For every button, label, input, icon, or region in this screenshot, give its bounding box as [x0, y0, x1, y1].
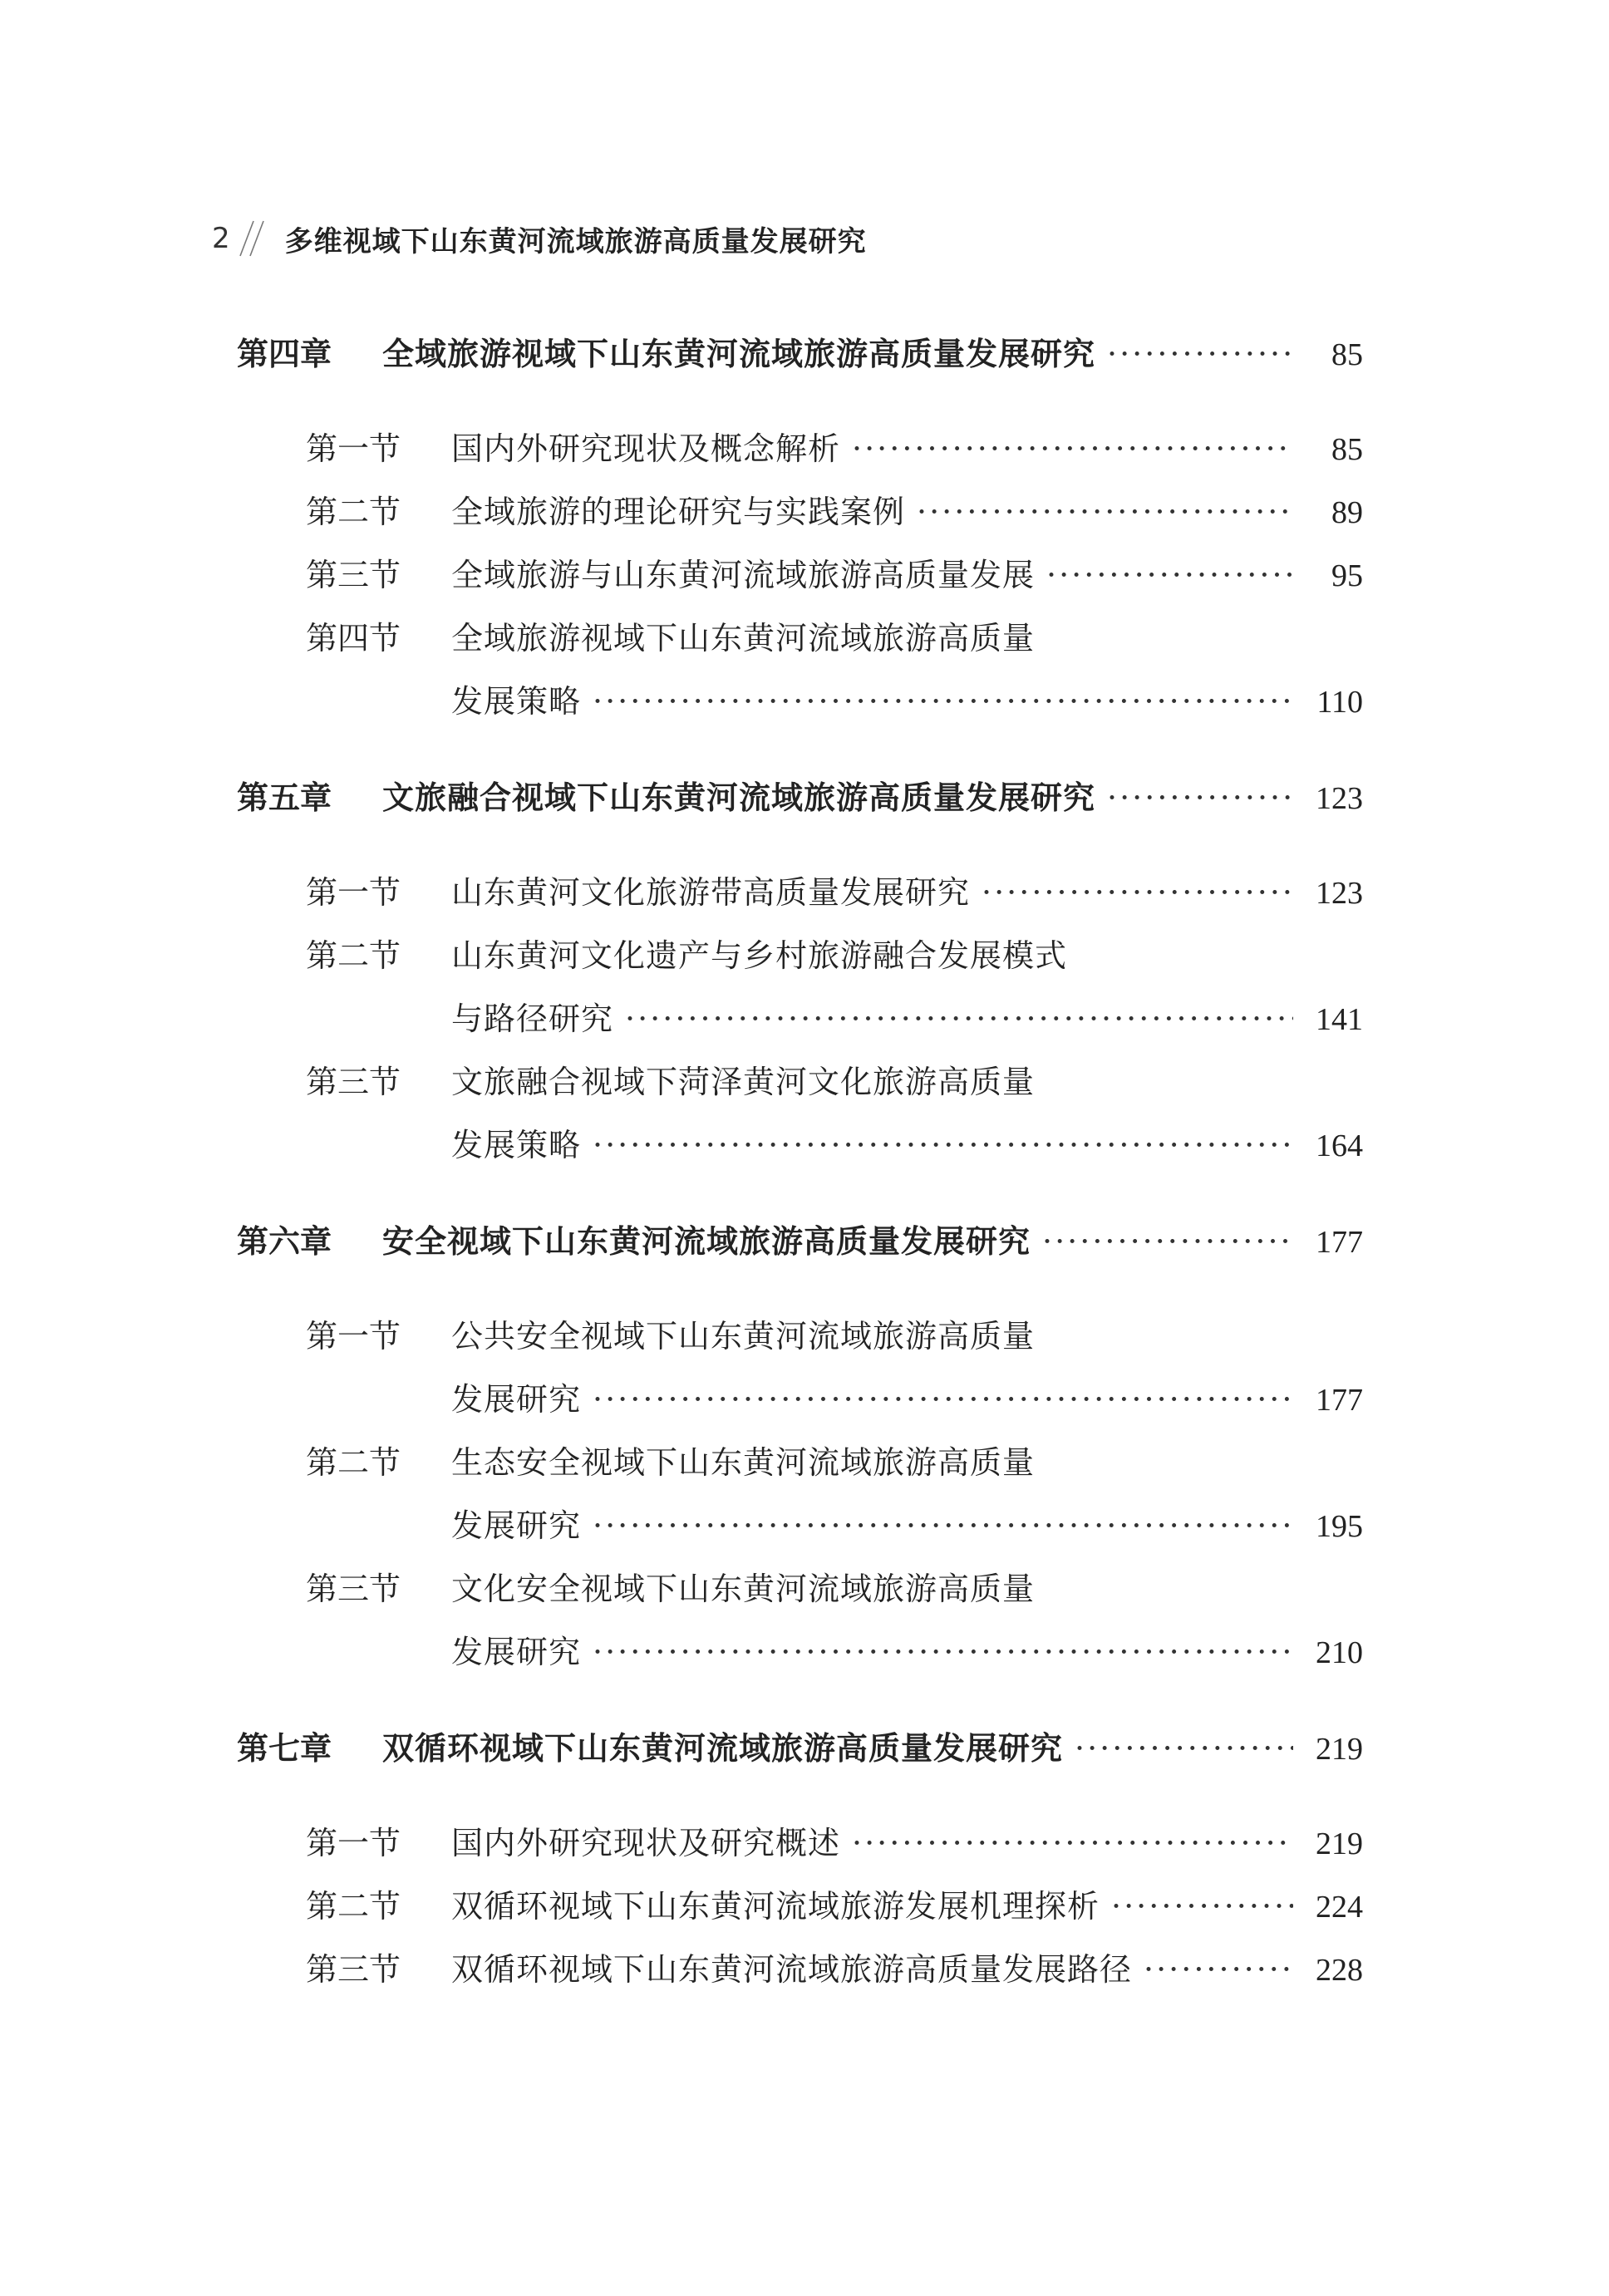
section-number: 第三节: [306, 1951, 401, 1988]
page-reference: 219: [1316, 1826, 1363, 1861]
page-reference: 89: [1331, 495, 1363, 530]
chapter-number: 第五章: [237, 779, 332, 816]
page-reference: 210: [1316, 1635, 1363, 1670]
dot-leader: [593, 1507, 1293, 1544]
section-title: 双循环视域下山东黄河流域旅游高质量发展路径: [451, 1951, 1133, 1988]
toc-section-entry[interactable]: [237, 1310, 1363, 1374]
spacer: [237, 393, 1363, 423]
page-reference: 228: [1316, 1953, 1363, 1988]
section-number: 第二节: [306, 494, 401, 530]
section-title: 山东黄河文化遗产与乡村旅游融合发展模式: [451, 937, 1068, 974]
section-title: 全域旅游与山东黄河流域旅游高质量发展: [451, 557, 1036, 593]
section-number: 第二节: [306, 937, 401, 974]
page-reference: 123: [1316, 781, 1363, 816]
running-header: [212, 218, 867, 259]
toc-chapter-entry[interactable]: [237, 328, 1363, 393]
page-reference: 177: [1316, 1225, 1363, 1260]
toc-entry-continuation[interactable]: [237, 676, 1363, 739]
toc-section-entry[interactable]: [237, 1056, 1363, 1119]
section-title: 国内外研究现状及研究概述: [451, 1825, 841, 1861]
toc-entry-continuation[interactable]: [237, 1374, 1363, 1437]
dot-leader: [593, 1381, 1293, 1418]
section-number: 第一节: [306, 1318, 401, 1354]
toc-entry-continuation[interactable]: [237, 1119, 1363, 1182]
spacer: [237, 1182, 1363, 1216]
dot-leader: [625, 1001, 1293, 1037]
section-number: 第一节: [306, 1825, 401, 1861]
page-reference: 177: [1316, 1383, 1363, 1418]
section-title: 生态安全视域下山东黄河流域旅游高质量: [451, 1444, 1036, 1481]
section-number: 第二节: [306, 1444, 401, 1481]
section-title: 发展研究: [451, 1634, 582, 1670]
dot-leader: [1111, 1888, 1293, 1925]
spacer: [237, 1281, 1363, 1310]
dot-leader: [593, 683, 1293, 720]
page-number: 2: [212, 222, 230, 255]
section-number: 第一节: [306, 874, 401, 911]
section-title: 国内外研究现状及概念解析: [451, 430, 841, 467]
toc-section-entry[interactable]: [237, 1817, 1363, 1881]
toc-section-entry[interactable]: [237, 930, 1363, 993]
page-reference: 195: [1316, 1509, 1363, 1544]
toc-entry-continuation[interactable]: [237, 1500, 1363, 1563]
dot-leader: [1075, 1730, 1293, 1767]
toc-entry-continuation[interactable]: [237, 1626, 1363, 1689]
page-reference: 95: [1331, 558, 1363, 593]
section-number: 第三节: [306, 557, 401, 593]
section-number: 第二节: [306, 1888, 401, 1925]
section-title: 山东黄河文化旅游带高质量发展研究: [451, 874, 971, 911]
spacer: [237, 1689, 1363, 1723]
chapter-number: 第四章: [237, 336, 332, 372]
section-number: 第四节: [306, 620, 401, 656]
double-slash-icon: [237, 219, 267, 258]
dot-leader: [852, 1825, 1293, 1861]
chapter-number: 第六章: [237, 1223, 332, 1260]
section-title: 全域旅游的理论研究与实践案例: [451, 494, 906, 530]
table-of-contents: [237, 328, 1363, 2007]
toc-section-entry[interactable]: [237, 423, 1363, 486]
dot-leader: [593, 1634, 1293, 1670]
toc-section-entry[interactable]: [237, 486, 1363, 549]
section-number: 第三节: [306, 1064, 401, 1100]
dot-leader: [593, 1127, 1293, 1163]
section-title: 发展研究: [451, 1507, 582, 1544]
section-title: 全域旅游视域下山东黄河流域旅游高质量: [451, 620, 1036, 656]
section-title: 发展策略: [451, 683, 582, 720]
toc-section-entry[interactable]: [237, 612, 1363, 676]
spacer: [237, 739, 1363, 772]
dot-leader: [1107, 336, 1293, 372]
chapter-title: 双循环视域下山东黄河流域旅游高质量发展研究: [382, 1730, 1064, 1767]
page-reference: 110: [1316, 685, 1363, 720]
dot-leader: [1046, 557, 1293, 593]
page-reference: 85: [1331, 337, 1363, 372]
chapter-number: 第七章: [237, 1730, 332, 1767]
spacer: [237, 837, 1363, 867]
section-title: 公共安全视域下山东黄河流域旅游高质量: [451, 1318, 1036, 1354]
section-title: 与路径研究: [451, 1001, 614, 1037]
dot-leader: [1042, 1223, 1293, 1260]
section-title: 文化安全视域下山东黄河流域旅游高质量: [451, 1571, 1036, 1607]
page-reference: 219: [1316, 1732, 1363, 1767]
page-reference: 224: [1316, 1890, 1363, 1925]
dot-leader: [852, 430, 1293, 467]
toc-entry-continuation[interactable]: [237, 993, 1363, 1056]
dot-leader: [1144, 1951, 1293, 1988]
section-title: 双循环视域下山东黄河流域旅游发展机理探析: [451, 1888, 1100, 1925]
chapter-title: 全域旅游视域下山东黄河流域旅游高质量发展研究: [382, 336, 1096, 372]
section-number: 第三节: [306, 1571, 401, 1607]
page-reference: 123: [1316, 876, 1363, 911]
chapter-title: 安全视域下山东黄河流域旅游高质量发展研究: [382, 1223, 1031, 1260]
book-title: 多维视域下山东黄河流域旅游高质量发展研究: [284, 224, 867, 258]
dot-leader: [917, 494, 1293, 530]
toc-section-entry[interactable]: [237, 1437, 1363, 1500]
toc-chapter-entry[interactable]: [237, 1216, 1363, 1281]
section-title: 发展策略: [451, 1127, 582, 1163]
page-reference: 85: [1331, 432, 1363, 467]
section-title: 文旅融合视域下菏泽黄河文化旅游高质量: [451, 1064, 1036, 1100]
toc-section-entry[interactable]: [237, 867, 1363, 930]
dot-leader: [982, 874, 1293, 911]
dot-leader: [1107, 779, 1293, 816]
section-title: 发展研究: [451, 1381, 582, 1418]
chapter-title: 文旅融合视域下山东黄河流域旅游高质量发展研究: [382, 779, 1096, 816]
toc-section-entry[interactable]: [237, 1944, 1363, 2007]
toc-section-entry[interactable]: [237, 1563, 1363, 1626]
spacer: [237, 1787, 1363, 1817]
page-reference: 164: [1316, 1128, 1363, 1163]
toc-chapter-entry[interactable]: [237, 772, 1363, 837]
toc-section-entry[interactable]: [237, 1881, 1363, 1944]
section-number: 第一节: [306, 430, 401, 467]
toc-chapter-entry[interactable]: [237, 1723, 1363, 1787]
page-reference: 141: [1316, 1002, 1363, 1037]
toc-section-entry[interactable]: [237, 549, 1363, 612]
